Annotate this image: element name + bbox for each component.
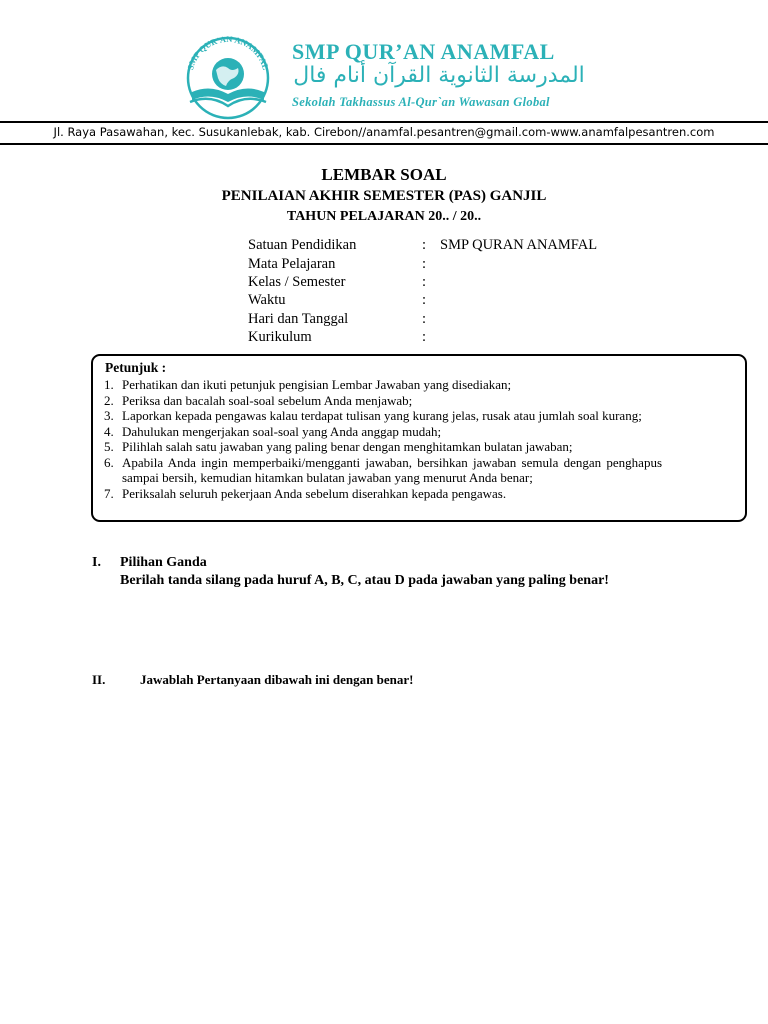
item-number: 2. — [104, 392, 114, 408]
item-text: Laporkan kepada pengawas kalau terdapat tulisan yang kurang jelas, rusak atau jumlah soal kurang; — [122, 408, 642, 423]
info-label: Waktu — [248, 292, 286, 308]
info-label: Hari dan Tanggal — [248, 311, 349, 327]
school-logo — [178, 30, 278, 120]
section-1-number: I. — [92, 555, 101, 570]
item-text: Perhatikan dan ikuti petunjuk pengisian Lembar Jawaban yang disediakan; — [122, 377, 512, 392]
item-text: Pilihlah salah satu jawaban yang paling benar dengan menghitamkan bulatan jawaban; — [122, 439, 573, 454]
instructions-list — [104, 377, 662, 501]
section-1-instruction: Berilah tanda silang pada huruf A, B, C, atau D pada jawaban yang paling benar! — [120, 573, 609, 588]
info-colon: : — [422, 256, 427, 272]
exam-title: PENILAIAN AKHIR SEMESTER (PAS) GANJIL — [221, 188, 547, 204]
item-text: Apabila Anda ingin memperbaiki/mengganti jawaban, bersihkan jawaban semula dengan penghapus sampai bersih, kemudian hitamkan bulatan jawaban yang menurut Anda benar; — [122, 454, 662, 485]
academic-year: TAHUN PELAJARAN 20.. / 20.. — [286, 209, 482, 224]
item-number: 3. — [104, 408, 114, 423]
item-text: Periksalah seluruh pekerjaan Anda sebelum diserahkan kepada pengawas. — [122, 485, 507, 501]
school-arabic-name: المدرسة الثانوية القرآن أنام فال — [293, 63, 585, 88]
info-label: Satuan Pendidikan — [248, 237, 357, 253]
item-number: 7. — [104, 485, 114, 501]
list-item — [104, 439, 662, 455]
info-colon: : — [422, 329, 427, 345]
info-label: Kelas / Semester — [248, 274, 346, 290]
school-address: Jl. Raya Pasawahan, kec. Susukanlebak, kab. Cirebon//anamfal.pesantren@gmail.com-www.anamfalpesantren.com — [53, 125, 715, 139]
info-colon: : — [422, 274, 427, 290]
school-name: SMP QUR’AN ANAMFAL — [292, 39, 555, 64]
list-item — [104, 424, 662, 440]
info-label: Kurikulum — [248, 329, 312, 345]
section-1-title: Pilihan Ganda — [120, 555, 207, 570]
info-colon: : — [422, 292, 427, 308]
item-text: Periksa dan bacalah soal-soal sebelum Anda menjawab; — [122, 392, 413, 408]
section-2-number: II. — [92, 672, 106, 687]
document-title: LEMBAR SOAL — [321, 165, 447, 184]
instructions-title: Petunjuk : — [105, 360, 167, 375]
info-colon: : — [422, 237, 427, 253]
list-item — [104, 408, 662, 424]
item-number: 1. — [104, 377, 114, 392]
section-2-title: Jawablah Pertanyaan dibawah ini dengan benar! — [140, 672, 414, 687]
item-number: 4. — [104, 423, 114, 439]
list-item — [104, 393, 662, 409]
info-label: Mata Pelajaran — [248, 256, 336, 272]
info-colon: : — [422, 311, 427, 327]
item-number: 6. — [104, 454, 114, 470]
list-item — [104, 455, 662, 486]
item-number: 5. — [104, 439, 114, 454]
item-text: Dahulukan mengerjakan soal-soal yang Anda anggap mudah; — [122, 423, 442, 439]
header-rule-bottom — [0, 143, 768, 145]
header-rule-top — [0, 121, 768, 123]
list-item — [104, 377, 662, 393]
school-tagline: Sekolah Takhassus Al-Qur`an Wawasan Global — [292, 95, 550, 109]
info-value: SMP QURAN ANAMFAL — [440, 237, 598, 253]
list-item — [104, 486, 662, 502]
logo-arc-text: SMP QUR'AN ANAMFAL — [185, 33, 271, 72]
